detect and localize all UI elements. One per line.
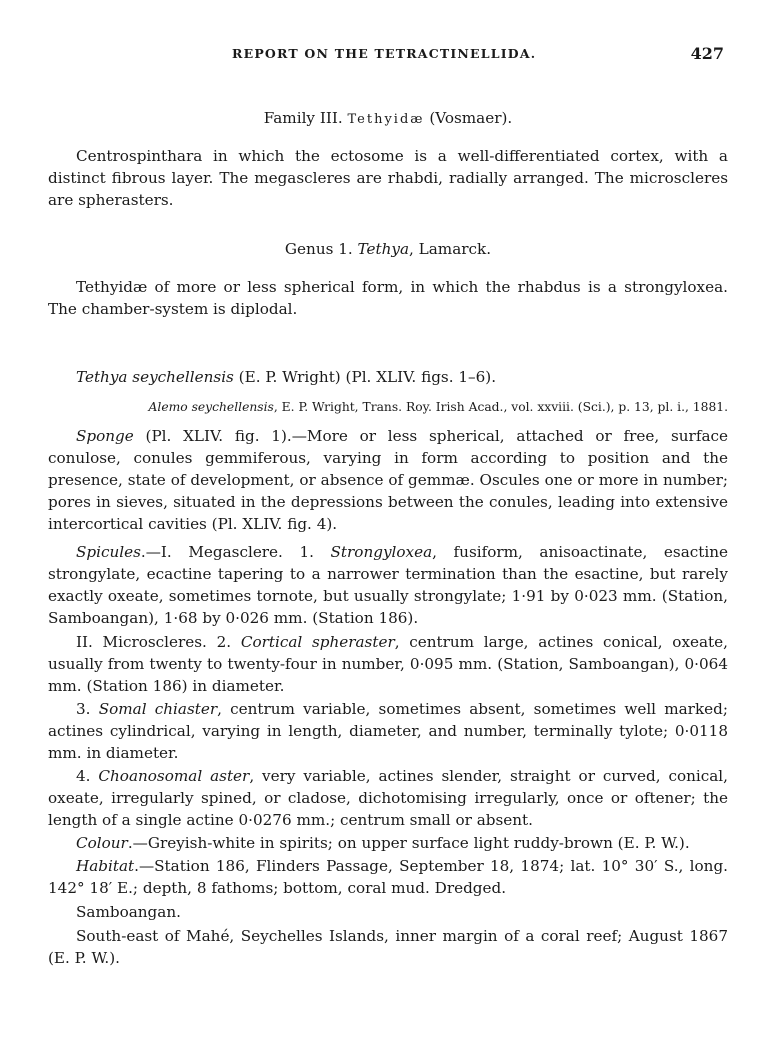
- habitat-label: Habitat: [76, 857, 135, 875]
- strongyloxea-text: , fusiform, anisoactinate, esactine strongylate, ecactine tapering to a narrower termination than the esactine, but rarely exactly oxeate, sometimes tornote, but usually strongylate; 1·91 by 0·023 mm. (Station, Samboangan), 1·68 by 0·026 mm. (Station 186).: [48, 543, 728, 627]
- microscleres-intro: II. Microscleres. 2.: [76, 633, 241, 651]
- genus-description: Tethyidæ of more or less spherical form, in which the rhabdus is a strongyloxea. The chamber-system is diplodal.: [48, 278, 728, 318]
- species-authority: (E. P. Wright) (Pl. XLIV. figs. 1–6).: [233, 368, 497, 386]
- choanosomal-name: Choanosomal aster: [98, 767, 250, 785]
- running-title: REPORT ON THE TETRACTINELLIDA.: [232, 46, 537, 61]
- spheraster-name: Cortical spheraster: [240, 633, 395, 651]
- genus-heading: [48, 238, 728, 260]
- sponge-text: (Pl. XLIV. fig. 1).—More or less spherical, attached or free, surface conulose, conules gemmiferous, varying in form according to position and the presence, state of development, or absence of gemmæ. Oscules one or more in number; pores in sieves, situated in the depressions between the conules, leading into extensive intercortical cavities (Pl. XLIV. fig. 4).: [48, 427, 728, 533]
- choanosomal-paragraph: [48, 765, 728, 831]
- family-description: Centrospinthara in which the ectosome is a well-differentiated cortex, with a distinct fibrous layer. The megascleres are rhabdi, radially arranged. The microscleres are spherasters.: [48, 147, 728, 209]
- chiaster-num: 3.: [76, 700, 99, 718]
- microscleres-paragraph: [48, 631, 728, 697]
- genus-authority: , Lamarck.: [409, 240, 492, 258]
- page-header: [0, 46, 776, 68]
- chiaster-name: Somal chiaster: [98, 700, 218, 718]
- strongyloxea-name: Strongyloxea: [330, 543, 433, 561]
- sponge-label: Sponge: [76, 427, 134, 445]
- chiaster-text: , centrum variable, sometimes absent, sometimes well marked; actines cylindrical, varying in length, diameter, and number, terminally tylote; 0·0118 mm. in diameter.: [48, 700, 728, 762]
- family-heading: [48, 107, 728, 131]
- colour-paragraph: [48, 832, 728, 854]
- page-number: 427: [690, 44, 724, 63]
- sponge-paragraph: [48, 425, 728, 535]
- habitat-mahe: South-east of Mahé, Seychelles Islands, inner margin of a coral reef; August 1867 (E. P. W.).: [48, 927, 728, 967]
- synonym-name: Alemo seychellensis: [148, 400, 274, 414]
- colour-label: Colour: [76, 834, 128, 852]
- family-prefix: Family III.: [263, 109, 343, 127]
- genus-name: Tethya: [357, 240, 410, 258]
- family-name: Tethyidæ: [347, 112, 425, 127]
- genus-prefix: Genus 1.: [284, 240, 353, 258]
- spicules-label: Spicules: [76, 543, 141, 561]
- choanosomal-text: , very variable, actines slender, straight or curved, conical, oxeate, irregularly spined, or cladose, dichotomising irregularly, once or oftener; the length of a single actine 0·0276 mm.; centrum small or absent.: [48, 767, 728, 829]
- habitat-samboangan: Samboangan.: [76, 903, 181, 921]
- synonym-citation: [48, 399, 728, 415]
- habitat-text: .—Station 186, Flinders Passage, September 18, 1874; lat. 10° 30′ S., long. 142° 18′ E.; depth, 8 fathoms; bottom, coral mud. Dredged.: [48, 857, 728, 897]
- colour-text: .—Greyish-white in spirits; on upper surface light ruddy-brown (E. P. W.).: [127, 834, 690, 852]
- synonym-ref: , E. P. Wright, Trans. Roy. Irish Acad., vol. xxviii. (Sci.), p. 13, pl. i., 1881.: [273, 400, 728, 414]
- spicules-intro: .—I. Megasclere. 1.: [140, 543, 331, 561]
- species-name: Tethya seychellensis: [76, 368, 234, 386]
- species-heading: [48, 366, 728, 388]
- spheraster-text: , centrum large, actines conical, oxeate, usually from twenty to twenty-four in number, 0·095 mm. (Station, Samboangan), 0·064 mm. (Station 186) in diameter.: [48, 633, 728, 695]
- spicules-paragraph: [48, 541, 728, 629]
- choanosomal-num: 4.: [76, 767, 99, 785]
- chiaster-paragraph: [48, 698, 728, 764]
- habitat-paragraph: [48, 855, 728, 899]
- family-authority: (Vosmaer).: [429, 109, 513, 127]
